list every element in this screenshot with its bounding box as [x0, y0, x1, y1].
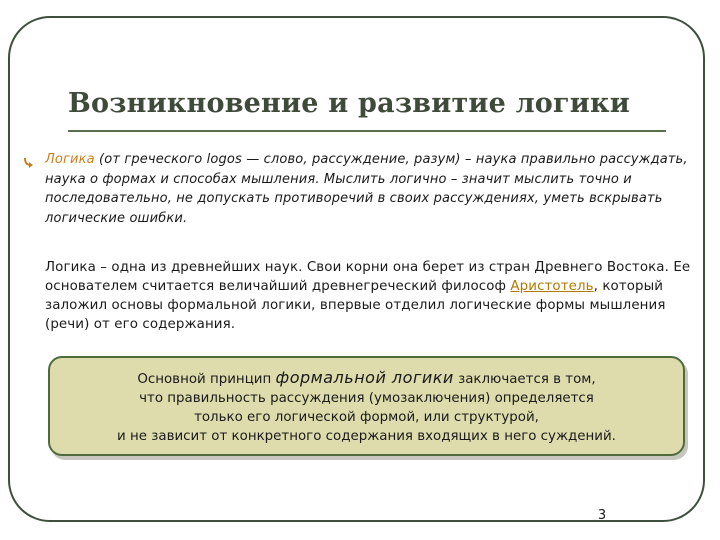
- formal-logic-emphasis: формальной логики: [275, 368, 454, 387]
- history-paragraph: [45, 258, 700, 334]
- principle-line-4: и не зависит от конкретного содержания входящих в него суждений.: [117, 429, 616, 444]
- principle-line-3: только его логической формой, или структурой,: [194, 410, 539, 425]
- logic-definition-text: (от греческого logos — слово, рассуждение, разум) – наука правильно рассуждать, наука о формах и способах мышления. Мыслить логично – значит мыслить точно и последовательно, не допускать противоречий в своих рассуждениях, уметь вскрывать логические ошибки.: [45, 152, 688, 226]
- principle-text: [50, 368, 683, 446]
- principle-line-1-end: заключается в том,: [453, 372, 596, 387]
- slide-title: Возникновение и развитие логики: [68, 88, 630, 119]
- title-divider: [68, 130, 666, 132]
- page-number: 3: [597, 508, 607, 523]
- history-text-before: Логика – одна из древнейших наук. Свои корни она берет из стран Древнего Востока. Ее основателем считается величайший древнегреческий философ: [45, 260, 691, 294]
- principle-line-1-start: Основной принцип: [137, 372, 276, 387]
- curved-arrow-icon: [22, 156, 36, 170]
- principle-line-1: [50, 368, 683, 389]
- logic-term: Логика: [45, 152, 95, 167]
- principle-line-2: что правильность рассуждения (умозаключения) определяется: [139, 391, 594, 406]
- history-text-after: , который заложил основы формальной логики, впервые отделил логические формы мышления (речи) от его содержания.: [45, 279, 666, 332]
- logic-definition-paragraph: [45, 150, 695, 228]
- aristotle-link[interactable]: Аристотель: [510, 279, 594, 294]
